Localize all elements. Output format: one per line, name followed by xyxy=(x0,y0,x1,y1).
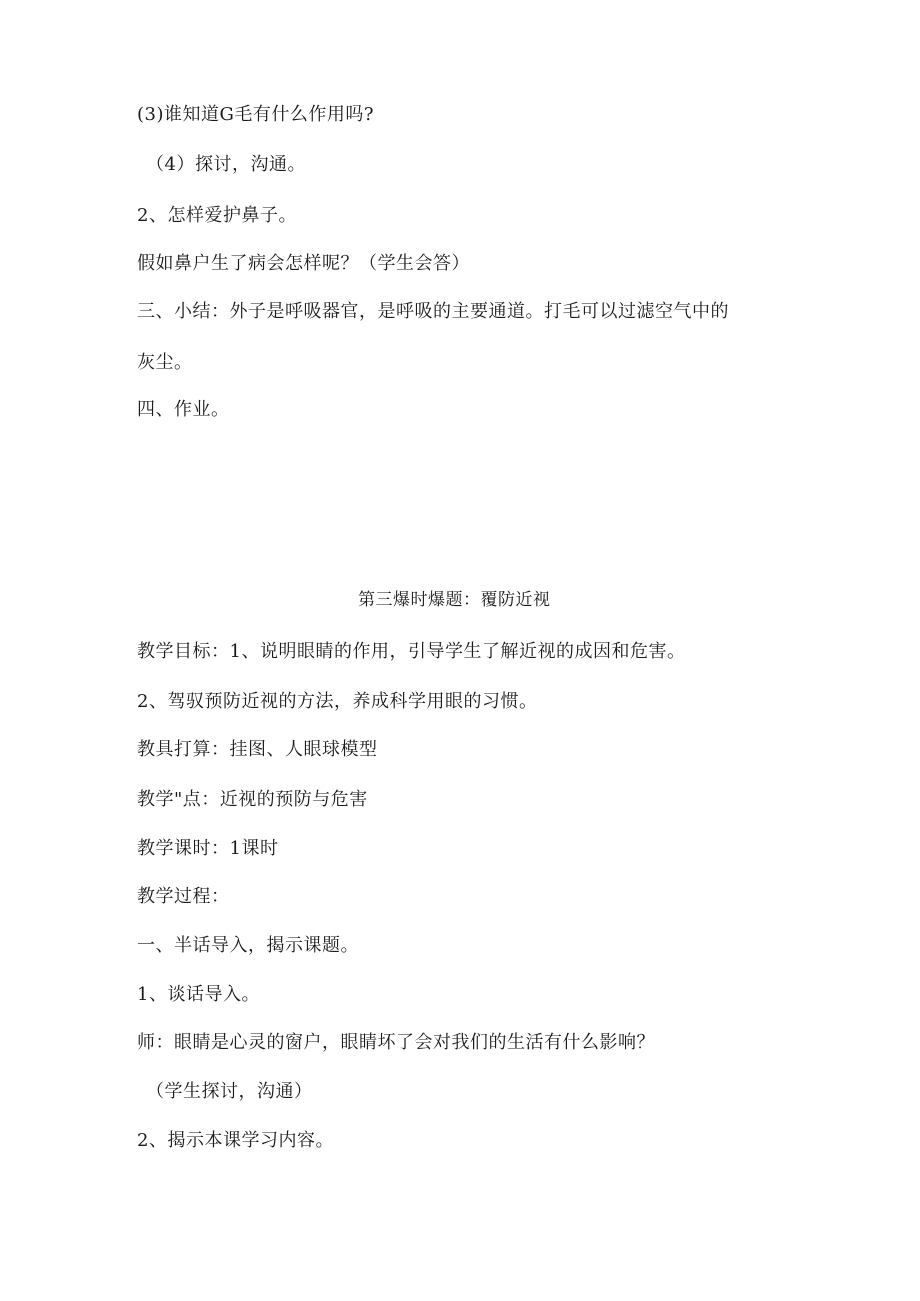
intro-heading-line: 一、半话导入，揭示课题。 xyxy=(137,935,359,956)
teaching-goal-2-line: 2、驾驭预防近视的方法，养成科学用眼的习惯。 xyxy=(137,691,538,712)
reveal-content-line: 2、揭示本课学习内容。 xyxy=(137,1130,334,1151)
class-hours-line: 教学课时：1课时 xyxy=(137,838,279,859)
discussion-4-line: （4）探讨，沟通。 xyxy=(146,154,306,175)
nose-illness-line: 假如鼻户生了病会怎样呢？（学生会答） xyxy=(137,253,470,274)
teaching-process-line: 教学过程： xyxy=(137,886,230,907)
summary-continuation-line: 灰尘。 xyxy=(137,352,193,373)
teaching-aids-line: 教具打算：挂图、人眼球模型 xyxy=(137,739,378,760)
homework-line: 四、作业。 xyxy=(137,399,230,420)
lesson-title: 第三爆时爆题：覆防近视 xyxy=(358,590,551,610)
question-3-line: (3)谁知道G毛有什么作用吗? xyxy=(137,104,375,125)
summary-line: 三、小结：外子是呼吸器官，是呼吸的主要通道。打毛可以过滤空气中的 xyxy=(137,301,729,322)
student-discussion-line: （学生探讨，沟通） xyxy=(146,1081,313,1102)
protect-nose-line: 2、怎样爱护鼻子。 xyxy=(137,205,297,226)
key-points-line: 教学"点：近视的预防与危害 xyxy=(137,789,368,810)
teaching-goal-line: 教学目标：1、说明眼睛的作用，引导学生了解近视的成因和危害。 xyxy=(137,641,686,662)
teacher-question-line: 师：眼睛是心灵的窗户，眼睛坏了会对我们的生活有什么影响？ xyxy=(137,1032,655,1053)
talk-intro-line: 1、谈话导入。 xyxy=(137,984,260,1005)
